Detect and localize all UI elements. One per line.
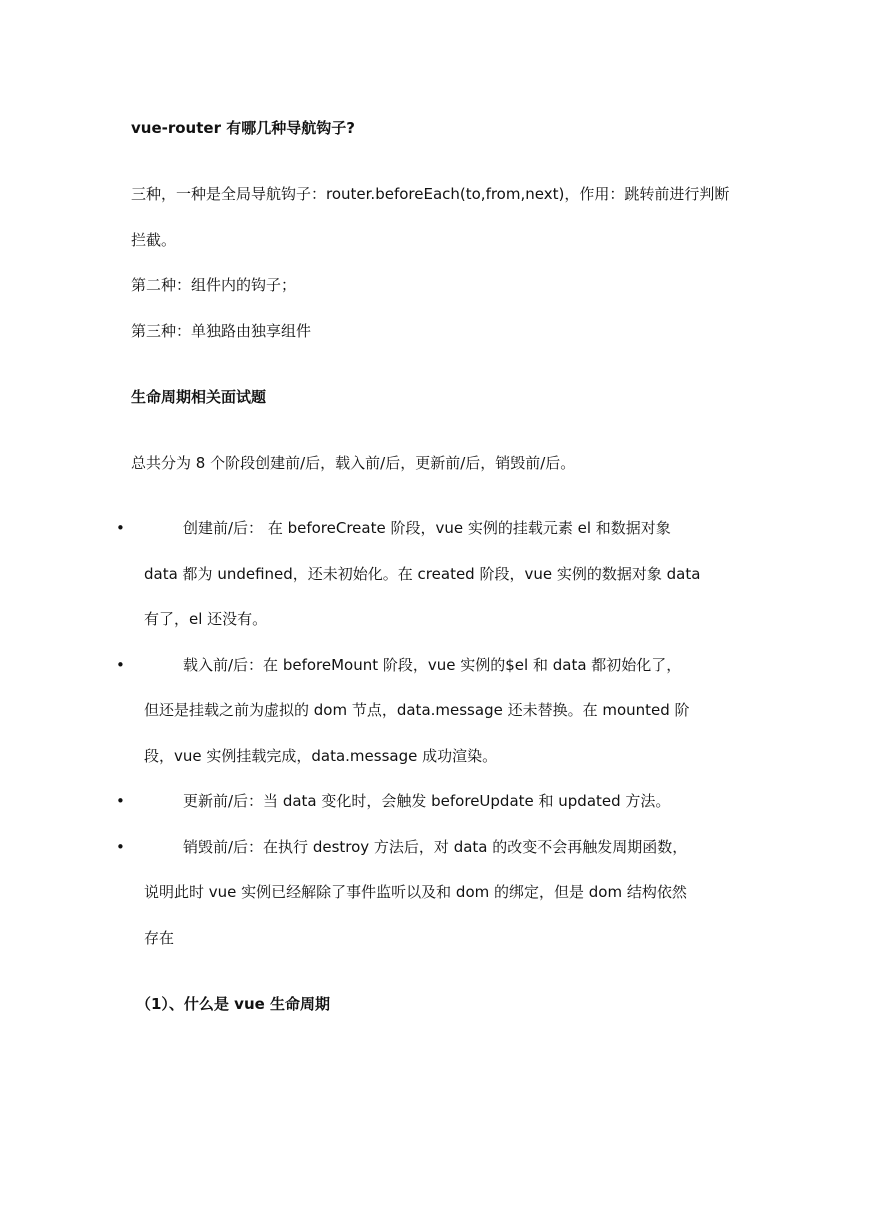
list-item-line: 载入前/后：在 beforeMount 阶段，vue 实例的$el 和 data 都初始化了， [183,656,682,674]
list-item-line: 存在 [144,929,175,947]
bullet-icon: • [116,656,125,674]
bullet-icon: • [116,792,125,810]
list-item-line: 创建前/后： 在 beforeCreate 阶段，vue 实例的挂载元素 el 和数据对象 [183,519,671,537]
list-item-line: 有了，el 还没有。 [144,610,268,628]
list-item-line: 但还是挂载之前为虚拟的 dom 节点，data.message 还未替换。在 mounted 阶 [144,701,690,719]
section-heading-router-hooks: vue-router 有哪几种导航钩子? [131,119,355,137]
paragraph-line: 拦截。 [131,231,177,249]
section-heading-lifecycle: 生命周期相关面试题 [131,388,267,406]
bullet-icon: • [116,519,125,537]
paragraph-line: 第三种：单独路由独享组件 [131,322,312,340]
paragraph-line: 三种，一种是全局导航钩子：router.beforeEach(to,from,next)，作用：跳转前进行判断 [131,185,730,203]
list-item-line: data 都为 undefined，还未初始化。在 created 阶段，vue 实例的数据对象 data [144,565,701,583]
list-item-line: 段，vue 实例挂载完成，data.message 成功渲染。 [144,747,498,765]
list-item-line: 更新前/后：当 data 变化时，会触发 beforeUpdate 和 updated 方法。 [183,792,671,810]
list-item-line: 销毁前/后：在执行 destroy 方法后，对 data 的改变不会再触发周期函数， [183,838,688,856]
bullet-icon: • [116,838,125,856]
list-item-line: 说明此时 vue 实例已经解除了事件监听以及和 dom 的绑定，但是 dom 结构依然 [144,883,687,901]
paragraph-line: 总共分为 8 个阶段创建前/后，载入前/后，更新前/后，销毁前/后。 [131,454,576,472]
paragraph-line: 第二种：组件内的钩子； [131,276,297,294]
section-heading-what-is-lifecycle: （1）、什么是 vue 生命周期 [136,995,331,1013]
